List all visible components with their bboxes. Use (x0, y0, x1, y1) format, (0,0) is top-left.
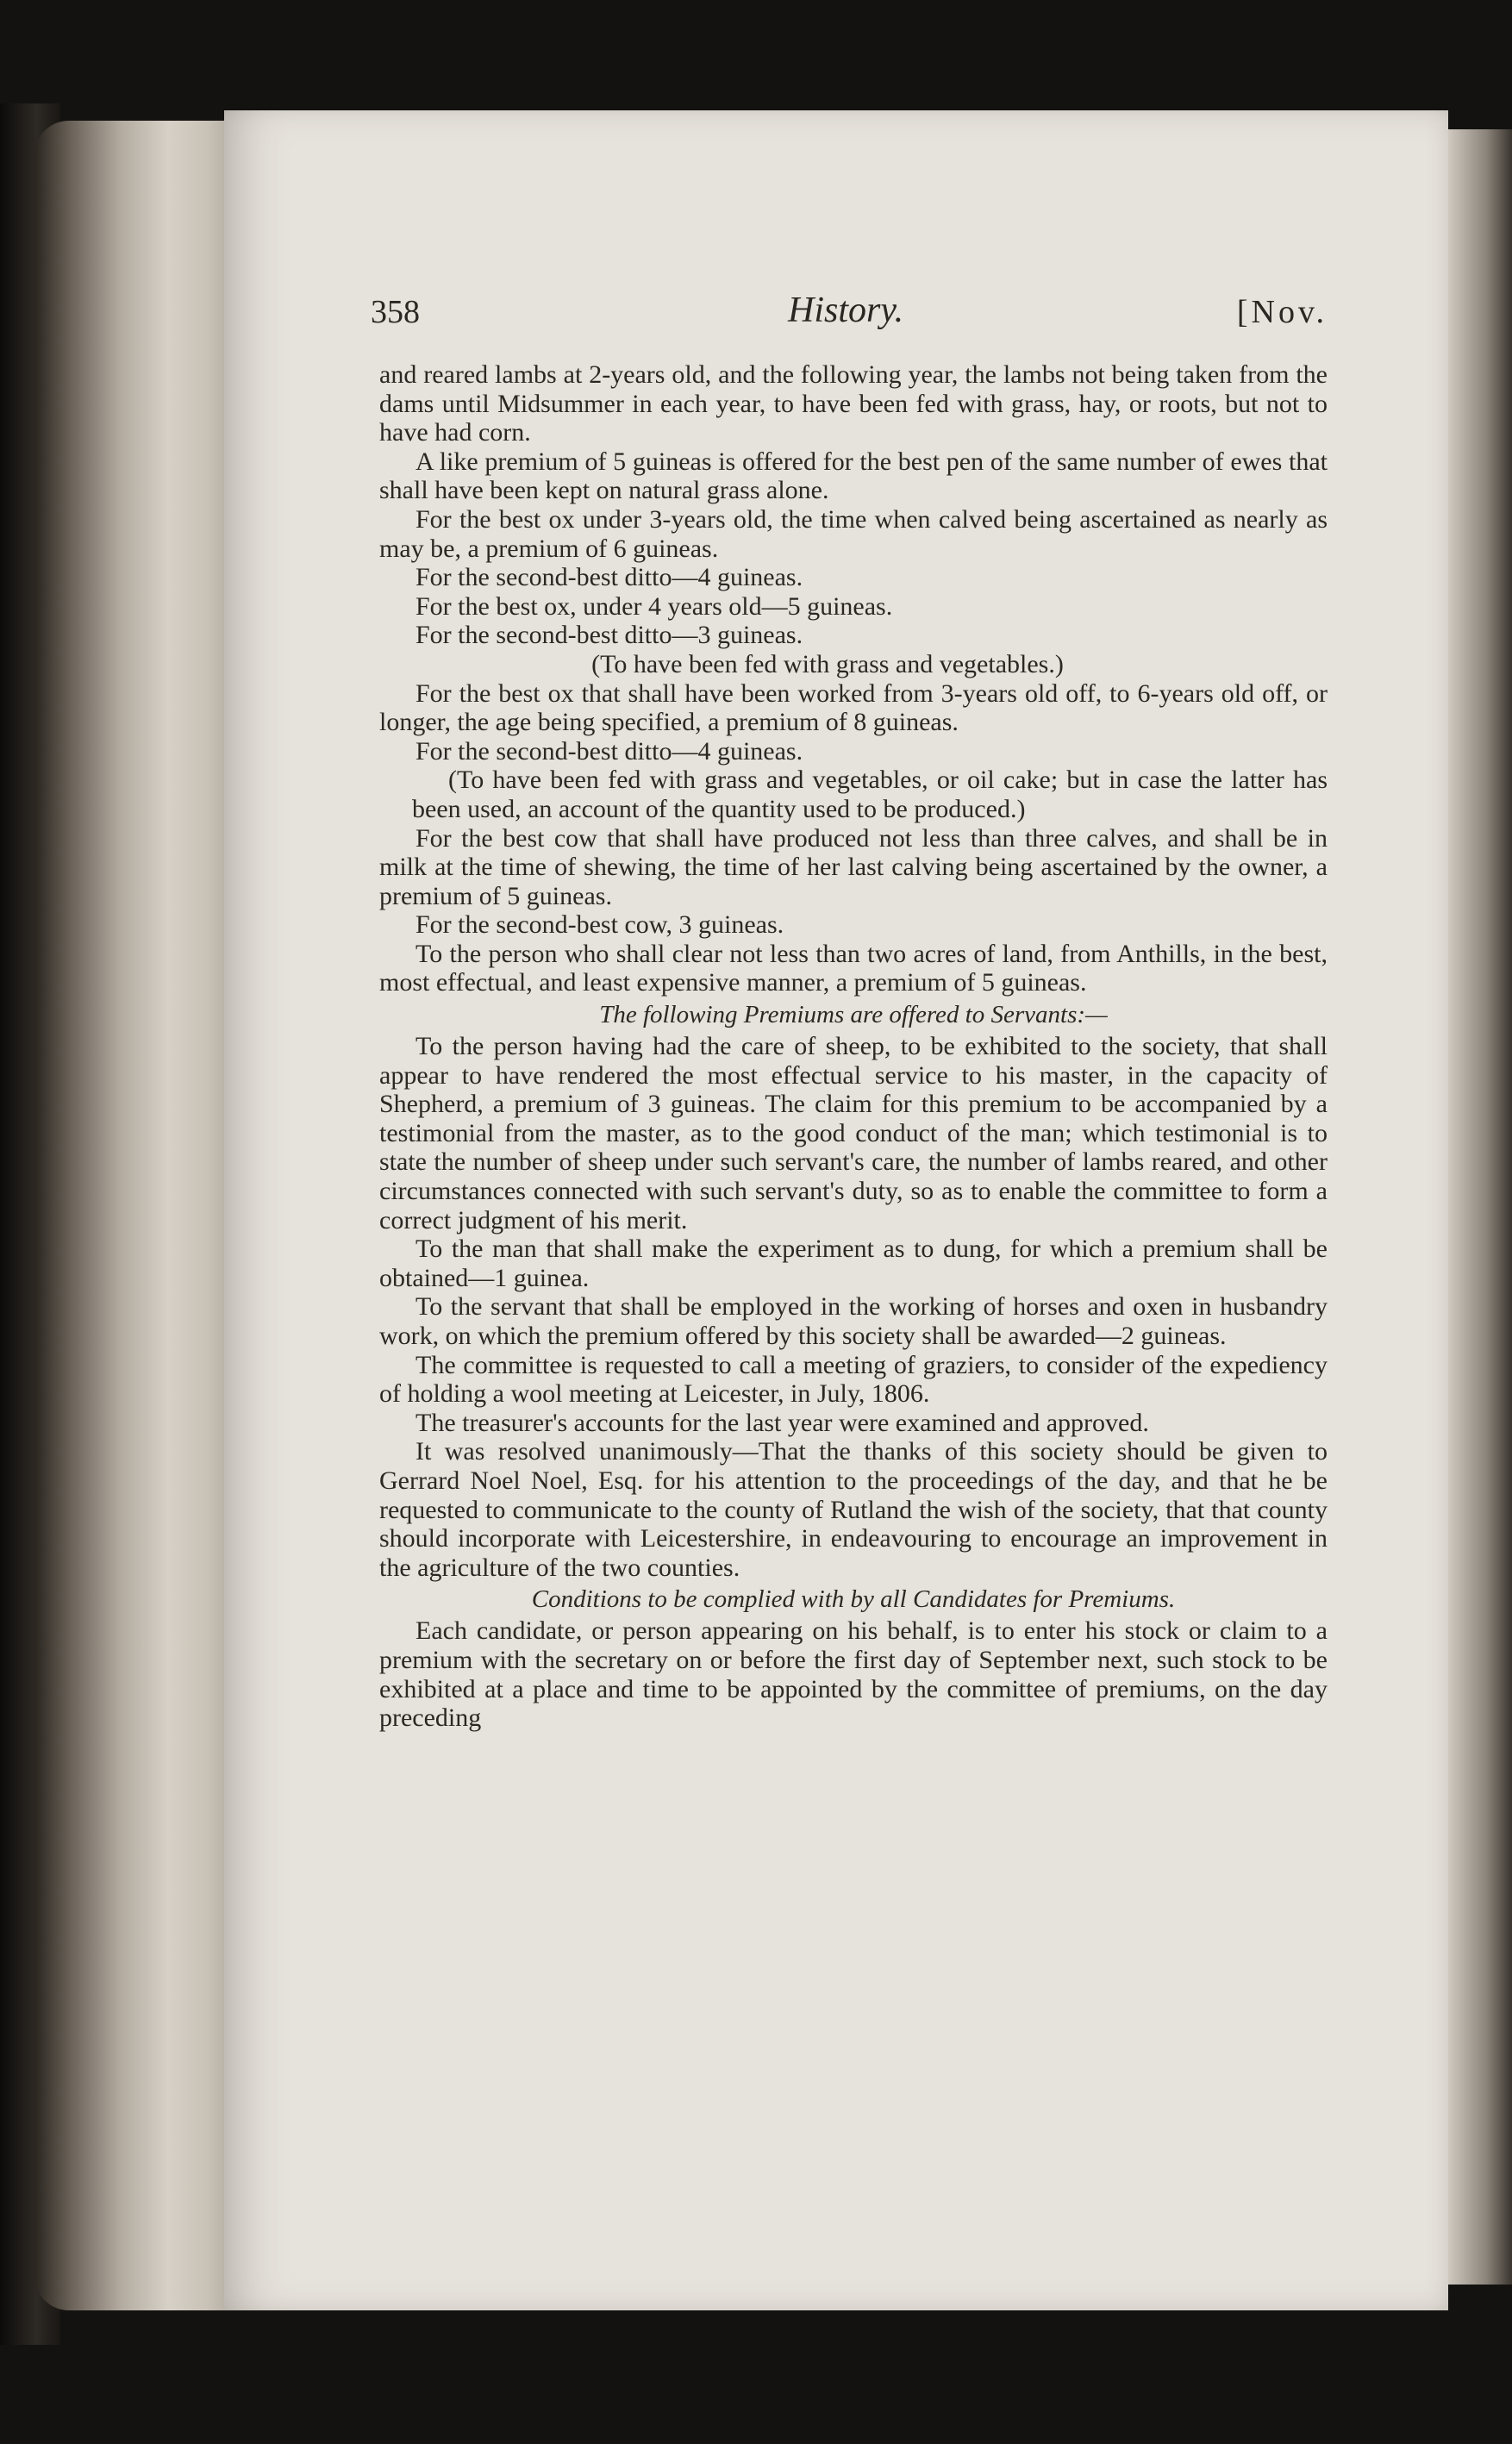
paragraph: To the person who shall clear not less than two acres of land, from Anthills, in the best, most effectual, and least expensive manner, a premium of 5 guineas. (379, 939, 1328, 997)
page-stack-edge (34, 121, 250, 2310)
facing-page-edge (1448, 129, 1512, 2285)
paragraph: For the second-best ditto—4 guineas. (415, 736, 803, 766)
paragraph: Each candidate, or person appearing on his behalf, is to enter his stock or claim to a premium with the secretary on or before the first day of September next, such stock to be exhibited at a place and time to be appointed by the committee of premiums, on the day preceding (379, 1616, 1328, 1733)
paragraph: For the best ox under 3-years old, the time when calved being ascertained as nearly as may be, a premium of 6 guineas. (379, 504, 1328, 563)
paragraph: A like premium of 5 guineas is offered for the best pen of the same number of ewes that shall have been kept on natural grass alone. (379, 447, 1328, 505)
section-heading: The following Premiums are offered to Servants:— (599, 1001, 1108, 1029)
paragraph: For the best ox, under 4 years old—5 guineas. (415, 591, 893, 621)
section-heading: Conditions to be complied with by all Candidates for Premiums. (531, 1585, 1176, 1614)
paragraph: The treasurer's accounts for the last year were examined and approved. (415, 1408, 1149, 1437)
paragraph: and reared lambs at 2-years old, and the following year, the lambs not being taken from the dams until Midsummer in each year, to have been fed with grass, hay, or roots, but not to have had corn. (379, 360, 1328, 447)
paragraph: For the second-best ditto—4 guineas. (415, 563, 803, 592)
paragraph-note: (To have been fed with grass and vegetables, or oil cake; but in case the latter has been used, an account of the quantity used to be produced.) (412, 766, 1328, 823)
paragraph: For the second-best cow, 3 guineas. (415, 910, 784, 940)
paragraph: For the best cow that shall have produced not less than three calves, and shall be in milk at the time of shewing, the time of her last calving being ascertained by the owner, a premium of 5 guineas. (379, 823, 1328, 910)
paragraph: To the man that shall make the experiment as to dung, for which a premium shall be obtained—1 guinea. (379, 1235, 1328, 1292)
page-header (371, 293, 1328, 345)
running-title: History. (788, 291, 904, 330)
page-number: 358 (371, 294, 420, 330)
paragraph: For the best ox that shall have been worked from 3-years old off, to 6-years old off, or longer, the age being specified, a premium of 8 guineas. (379, 678, 1328, 737)
paragraph: It was resolved unanimously—That the thanks of this society should be given to Gerrard Noel Noel, Esq. for his attention to the proceedings of the day, and that he be requested to communicate to the county of Rutland the wish of the society, that that county should incorporate with Leicestershire, in endeavouring to encourage an improvement in the agriculture of the two counties. (379, 1437, 1328, 1582)
body-text (379, 360, 1328, 1733)
paragraph: For the second-best ditto—3 guineas. (415, 621, 803, 650)
paragraph: To the servant that shall be employed in the working of horses and oxen in husbandry work, on which the premium offered by this society shall be awarded—2 guineas. (379, 1292, 1328, 1350)
paragraph: To the person having had the care of sheep, to be exhibited to the society, that shall appear to have rendered the most effectual service to his master, in the capacity of Shepherd, a premium of 3 guineas. The claim for this premium to be accompanied by a testimonial from the master, as to the good conduct of the man; which testimonial is to state the number of sheep under such servant's care, the number of lambs reared, and other circumstances connected with such servant's duty, so as to enable the committee to form a correct judgment of his merit. (379, 1032, 1328, 1235)
paragraph-note: (To have been fed with grass and vegetables.) (591, 649, 1064, 678)
running-month: [Nov. (1236, 294, 1328, 330)
paragraph: The committee is requested to call a meeting of graziers, to consider of the expediency of holding a wool meeting at Leicester, in July, 1806. (379, 1350, 1328, 1409)
